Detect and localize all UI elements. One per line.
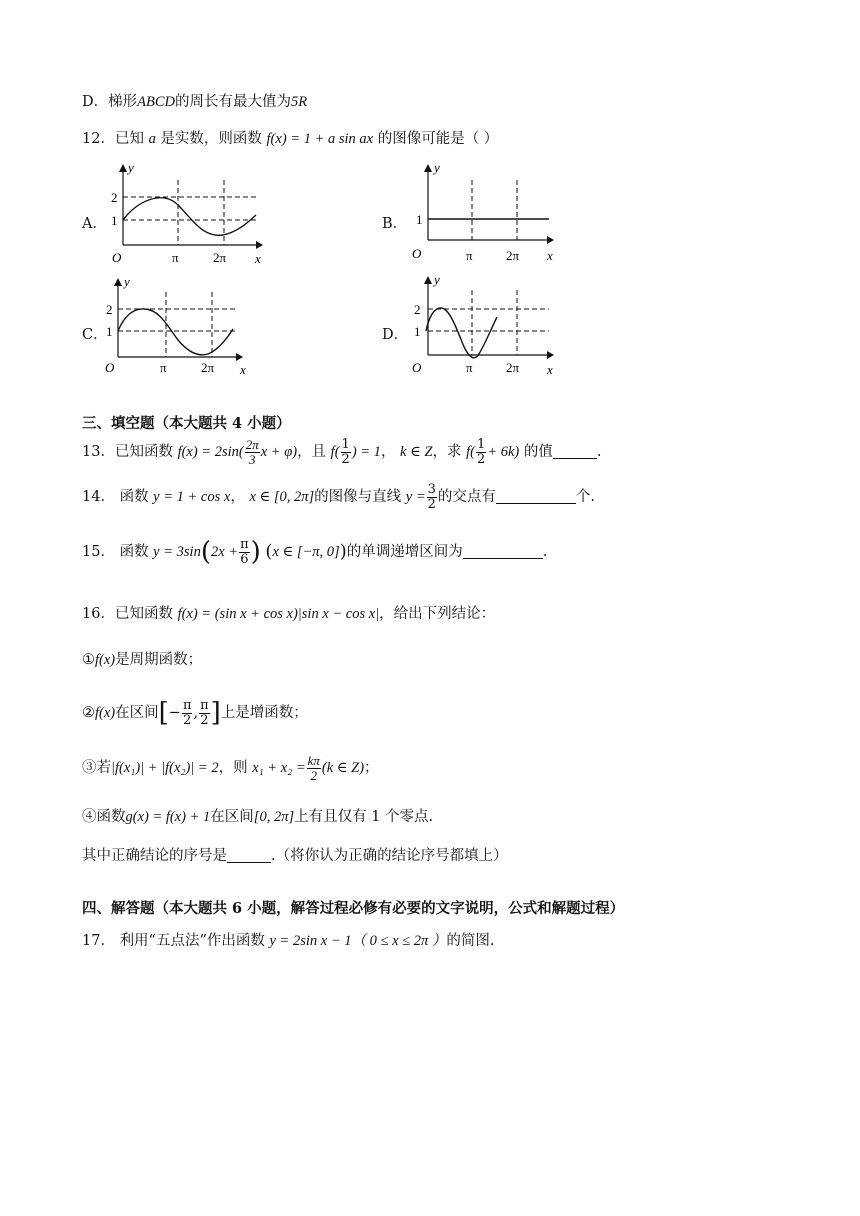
question-12: 12．已知 a 是实数，则函数 f(x) = 1 + a sin ax 的图像可能是（ ）: [82, 131, 499, 147]
graph-a: [108, 160, 268, 270]
section-4-title: 四、解答题（本大题共 6 小题，解答过程必修有必要的文字说明，公式和解题过程）: [82, 900, 625, 917]
question-14: 14． 函数 y = 1 + cos x， x ∈ [0, 2π]的图像与直线 y = $\frac{3}{2}$ 的交点有 个.: [82, 482, 596, 512]
conclusion-1: ①f(x)是周期函数；: [82, 652, 203, 668]
origin-label: O: [412, 360, 422, 375]
x-tick: 2π: [506, 248, 520, 263]
answer-blank[interactable]: [496, 489, 576, 504]
question-17: 17． 利用“五点法”作出函数 y = 2sin x − 1（ 0 ≤ x ≤ 2π ）的简图.: [82, 933, 495, 949]
y-tick: 1: [106, 324, 113, 339]
axis-x-label: x: [547, 248, 553, 263]
curve-a: [123, 198, 256, 236]
graph-c: [100, 272, 260, 382]
option-d-label: D．: [382, 327, 409, 343]
x-tick: 2π: [506, 360, 520, 375]
answer-blank[interactable]: [227, 848, 271, 863]
y-tick: 2: [106, 302, 113, 317]
option-a-label: A．: [82, 216, 107, 232]
origin-label: O: [112, 250, 122, 265]
graph-b: [406, 160, 566, 270]
answer-blank[interactable]: [463, 544, 543, 559]
curve-c: [118, 309, 233, 355]
question-16-tail: 其中正确结论的序号是 .（将你认为正确的结论序号都填上）: [82, 848, 508, 864]
origin-label: O: [412, 246, 422, 261]
x-tick: 2π: [201, 360, 215, 375]
axis-y-label: y: [124, 274, 130, 289]
x-tick: π: [466, 360, 473, 375]
axis-y-label: y: [434, 272, 440, 287]
conclusion-3: ③若|f(x₁)| + |f(x₂)| = 2，则 x₁ + x₂ = $\frac{k\pi}{2}$ (k ∈ Z)；: [82, 753, 379, 783]
x-tick: 2π: [213, 250, 227, 265]
axis-y-label: y: [434, 160, 440, 175]
question-16: 16．已知函数 f(x) = (sin x + cos x)|sin x − cos x|，给出下列结论：: [82, 606, 496, 622]
y-tick: 1: [414, 324, 421, 339]
section-3-title: 三、填空题（本大题共 4 小题）: [82, 415, 291, 432]
axis-x-label: x: [240, 362, 246, 377]
graph-d: [404, 272, 564, 382]
axis-y-label: y: [128, 160, 134, 175]
y-tick: 2: [111, 190, 118, 205]
y-tick: 1: [111, 213, 118, 228]
question-13: 13．已知函数 f(x) = 2sin( $\frac{2\pi}{3}$ x + φ)，且 f( $\frac{1}{2}$ ) = 1， k ∈ Z，求 f( $\frac{1}{2}$ + 6k) 的值 .: [82, 437, 602, 467]
answer-blank[interactable]: [553, 444, 597, 459]
conclusion-2: ②f(x)在区间[− $\frac{\pi}{2}$ , $\frac{\pi}{2}$ ]上是增函数；: [82, 698, 308, 729]
option-b-label: B．: [382, 216, 408, 232]
x-tick: π: [160, 360, 167, 375]
x-tick: π: [466, 248, 473, 263]
origin-label: O: [105, 360, 115, 375]
axis-x-label: x: [255, 251, 261, 266]
question-15: 15． 函数 y = 3sin(2x + $\frac{\pi}{6}$ ) (x ∈ [−π, 0])的单调递增区间为 .: [82, 537, 548, 568]
curve-d: [426, 308, 497, 358]
conclusion-4: ④函数g(x) = f(x) + 1在区间[0, 2π]上有且仅有 1 个零点.: [82, 809, 434, 825]
axis-x-label: x: [547, 362, 553, 377]
y-tick: 1: [416, 212, 423, 227]
option-c-label: C．: [82, 327, 108, 343]
y-tick: 2: [414, 302, 421, 317]
prev-option-d: D．梯形ABCD的周长有最大值为5R: [82, 94, 308, 110]
x-tick: π: [172, 250, 179, 265]
